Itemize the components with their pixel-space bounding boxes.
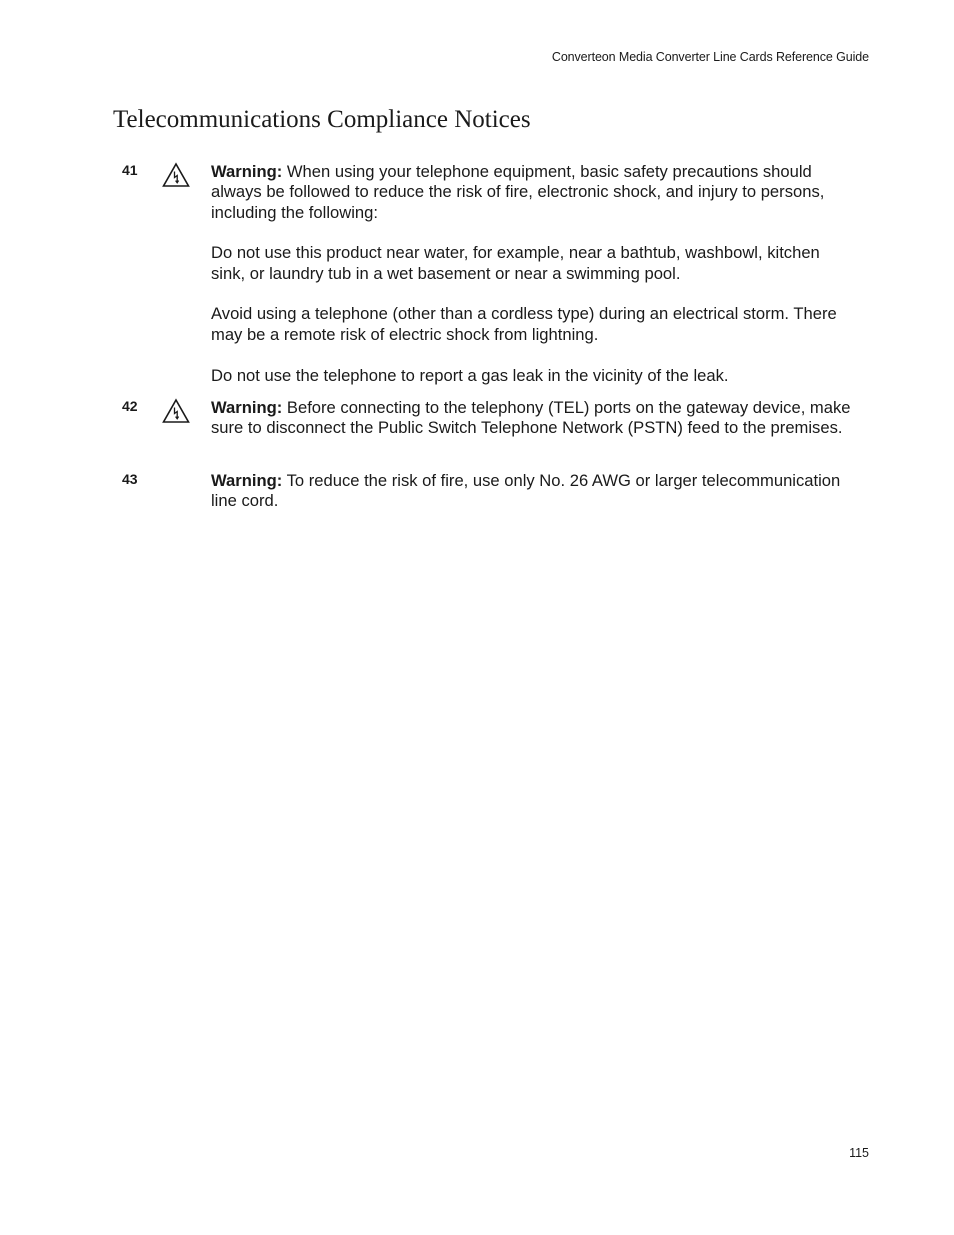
notice-body <box>211 398 851 439</box>
notice-body <box>211 162 851 386</box>
page-number: 115 <box>849 1146 869 1160</box>
warning-label: Warning: <box>211 398 283 417</box>
notice-intro <box>211 398 851 439</box>
warning-text: Before connecting to the telephony (TEL) ports on the gateway device, make sure to disconnect the Public Switch Telephone Network (PSTN) feed to the premises. <box>211 398 851 438</box>
electrical-warning-icon <box>162 398 190 424</box>
notice-intro <box>211 162 851 223</box>
page-title: Telecommunications Compliance Notices <box>113 106 531 133</box>
notice-number: 41 <box>122 162 138 178</box>
notice-paragraph: Do not use the telephone to report a gas leak in the vicinity of the leak. <box>211 365 729 385</box>
running-header: Converteon Media Converter Line Cards Reference Guide <box>551 50 869 64</box>
warning-label: Warning: <box>211 162 283 181</box>
notice-number: 43 <box>122 471 138 487</box>
notice-body <box>211 471 851 512</box>
notice-paragraph: Do not use this product near water, for example, near a bathtub, washbowl, kitchen sink, or laundry tub in a wet basement or near a swimming pool. <box>211 243 820 283</box>
warning-text: When using your telephone equipment, basic safety precautions should always be followed to reduce the risk of fire, electronic shock, and injury to persons, including the following: <box>211 162 825 222</box>
notice-intro <box>211 471 851 512</box>
notice-paragraph: Avoid using a telephone (other than a cordless type) during an electrical storm. There may be a remote risk of electric shock from lightning. <box>211 304 837 344</box>
warning-label: Warning: <box>211 471 283 490</box>
electrical-warning-icon <box>162 162 190 188</box>
warning-text: To reduce the risk of fire, use only No. 26 AWG or larger telecommunication line cord. <box>211 471 841 511</box>
notice-number: 42 <box>122 398 138 414</box>
